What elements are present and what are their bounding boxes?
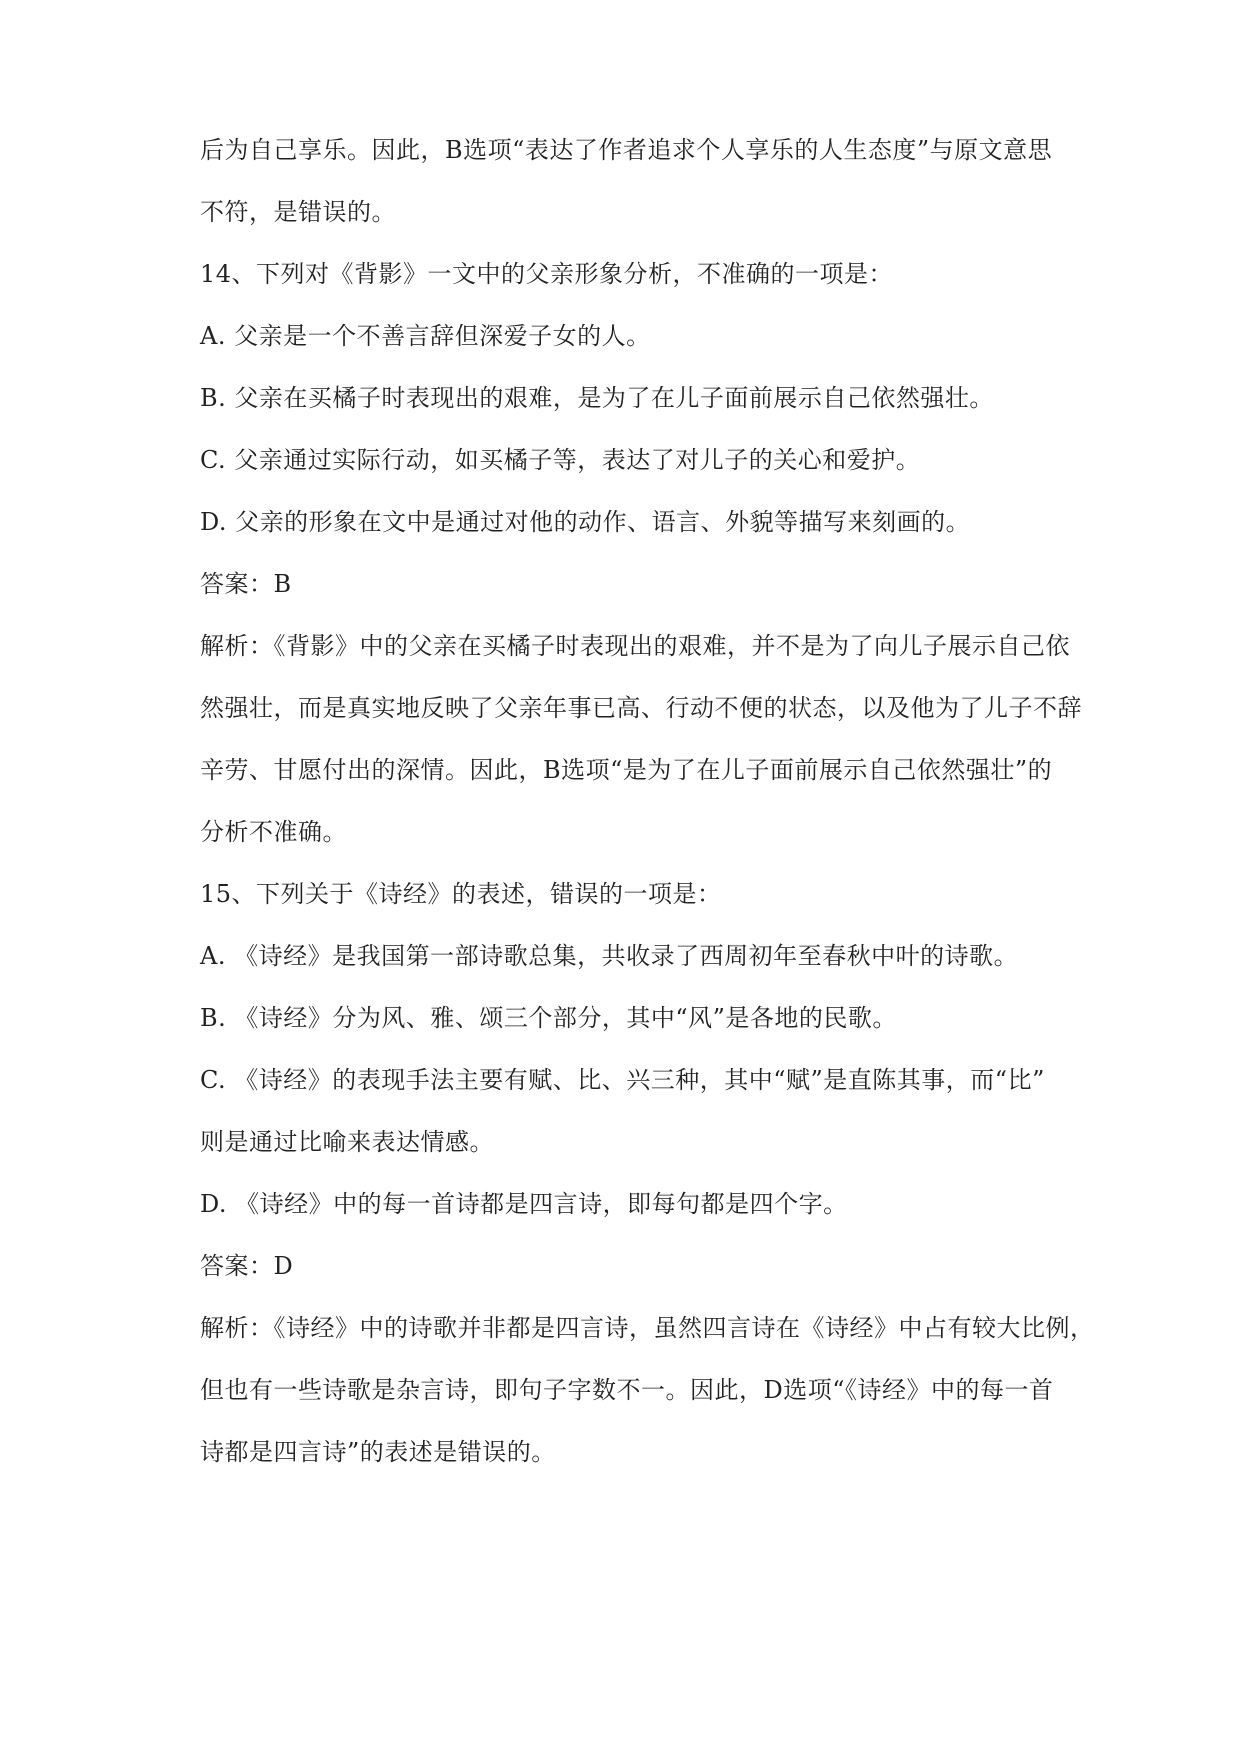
question-14-explanation-line-2: 然强壮，而是真实地反映了父亲年事已高、行动不便的状态，以及他为了儿子不辞 (200, 694, 1082, 722)
question-15-option-c-line-1: C. 《诗经》的表现手法主要有赋、比、兴三种，其中“赋”是直陈其事，而“比” (200, 1066, 1045, 1094)
question-15-option-b: B. 《诗经》分为风、雅、颂三个部分，其中“风”是各地的民歌。 (200, 1004, 897, 1032)
question-15-explanation-line-2: 但也有一些诗歌是杂言诗，即句子字数不一。因此，D选项“《诗经》中的每一首 (200, 1376, 1054, 1404)
question-15-stem: 15、下列关于《诗经》的表述，错误的一项是： (200, 880, 722, 908)
question-14-explanation-line-1: 解析：《背影》中的父亲在买橘子时表现出的艰难，并不是为了向儿子展示自己依 (200, 632, 1070, 660)
question-15-option-a: A. 《诗经》是我国第一部诗歌总集，共收录了西周初年至春秋中叶的诗歌。 (200, 942, 1019, 970)
question-14-option-c: C. 父亲通过实际行动，如买橘子等，表达了对儿子的关心和爱护。 (200, 446, 921, 474)
question-14-explanation-line-3: 辛劳、甘愿付出的深情。因此，B选项“是为了在儿子面前展示自己依然强壮”的 (200, 756, 1053, 784)
question-14-option-b: B. 父亲在买橘子时表现出的艰难，是为了在儿子面前展示自己依然强壮。 (200, 384, 994, 412)
question-15-answer: 答案：D (200, 1252, 294, 1280)
question-14-explanation-line-4: 分析不准确。 (200, 818, 347, 846)
question-15-option-c-line-2: 则是通过比喻来表达情感。 (200, 1128, 494, 1156)
prev-explanation-line-1: 后为自己享乐。因此，B选项“表达了作者追求个人享乐的人生态度”与原文意思 (200, 136, 1053, 164)
question-14-stem: 14、下列对《背影》一文中的父亲形象分析，不准确的一项是： (200, 260, 894, 288)
question-14-answer: 答案：B (200, 570, 292, 598)
question-14-option-a: A. 父亲是一个不善言辞但深爱子女的人。 (200, 322, 651, 350)
question-15-option-d: D. 《诗经》中的每一首诗都是四言诗，即每句都是四个字。 (200, 1190, 848, 1218)
prev-explanation-line-2: 不符，是错误的。 (200, 198, 396, 226)
question-15-explanation-line-1: 解析：《诗经》中的诗歌并非都是四言诗，虽然四言诗在《诗经》中占有较大比例， (200, 1314, 1095, 1342)
question-14-option-d: D. 父亲的形象在文中是通过对他的动作、语言、外貌等描写来刻画的。 (200, 508, 971, 536)
question-15-explanation-line-3: 诗都是四言诗”的表述是错误的。 (200, 1438, 556, 1466)
